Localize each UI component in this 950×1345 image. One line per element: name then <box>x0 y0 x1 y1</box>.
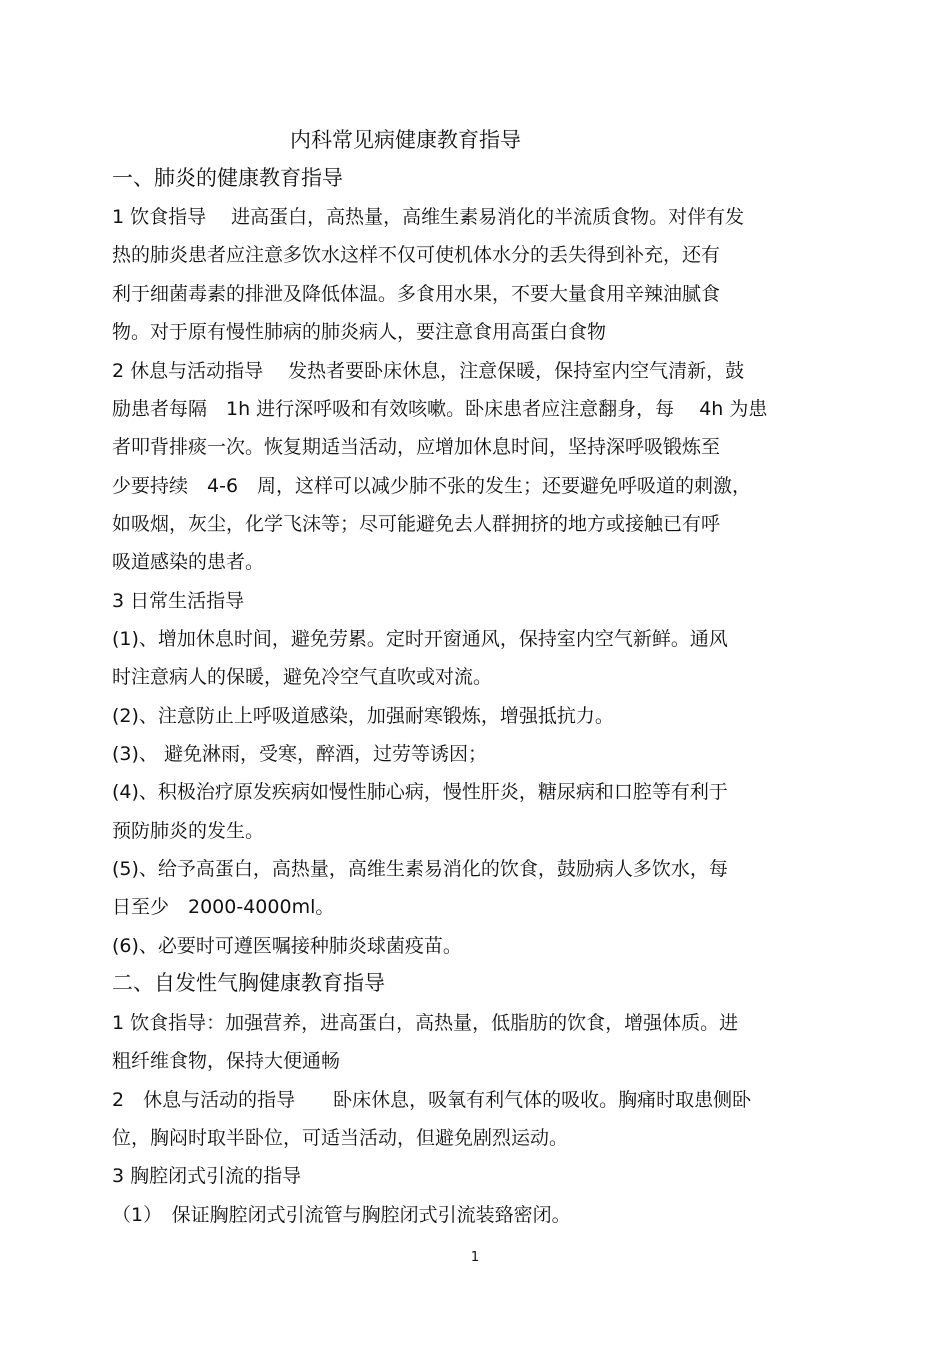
page-number: 1 <box>470 1250 480 1265</box>
paragraph-line: (2)、注意防止上呼吸道感染，加强耐寒锻炼，增强抵抗力。 <box>112 705 614 727</box>
paragraph-line: 热的肺炎患者应注意多饮水这样不仅可使机体水分的丢失得到补充，还有 <box>112 244 721 266</box>
paragraph-line: (5)、给予高蛋白，高热量，高维生素易消化的饮食，鼓励病人多饮水，每 <box>112 858 728 880</box>
paragraph-line: 少要持续 4-6 周，这样可以减少肺不张的发生；还要避免呼吸道的刺激， <box>112 475 752 497</box>
paragraph-line: 者叩背排痰一次。恢复期适当活动，应增加休息时间，坚持深呼吸锻炼至 <box>112 436 721 458</box>
document-title: 内科常见病健康教育指导 <box>290 128 521 152</box>
paragraph-line: 日至少 2000-4000ml。 <box>112 896 335 918</box>
subheading-drainage: 3 胸腔闭式引流的指导 <box>112 1165 302 1187</box>
paragraph-line: 1 饮食指导：加强营养，进高蛋白，高热量，低脂肪的饮食，增强体质。进 <box>112 1012 739 1034</box>
paragraph-line: 粗纤维食物，保持大便通畅 <box>112 1050 341 1072</box>
paragraph-line: 位，胸闷时取半卧位，可适当活动，但避免剧烈运动。 <box>112 1127 569 1149</box>
subheading-daily-life: 3 日常生活指导 <box>112 590 245 612</box>
paragraph-line: 利于细菌毒素的排泄及降低体温。多食用水果，不要大量食用辛辣油腻食 <box>112 283 721 305</box>
paragraph-line: 吸道感染的患者。 <box>112 551 265 573</box>
paragraph-line: (4)、积极治疗原发疾病如慢性肺心病，慢性肝炎，糖尿病和口腔等有利于 <box>112 781 728 803</box>
paragraph-line: 2 休息与活动的指导 卧床休息，吸氧有利气体的吸收。胸痛时取患侧卧 <box>112 1089 752 1111</box>
paragraph-line: (6)、必要时可遵医嘱接种肺炎球菌疫苗。 <box>112 935 462 957</box>
paragraph-line: 励患者每隔 1h 进行深呼吸和有效咳嗽。卧床患者应注意翻身，每 4h 为患 <box>112 398 768 420</box>
paragraph-line: 预防肺炎的发生。 <box>112 820 265 842</box>
paragraph-line: 时注意病人的保暖，避免冷空气直吹或对流。 <box>112 666 493 688</box>
paragraph-line: 如吸烟，灰尘，化学飞沫等；尽可能避免去人群拥挤的地方或接触已有呼 <box>112 513 721 535</box>
paragraph-line: (3)、 避免淋雨，受寒，醉酒，过劳等诱因； <box>112 743 487 765</box>
paragraph-line: 1 饮食指导 进高蛋白，高热量，高维生素易消化的半流质食物。对伴有发 <box>112 206 745 228</box>
paragraph-line: （1） 保证胸腔闭式引流管与胸腔闭式引流装臵密闭。 <box>112 1204 571 1226</box>
paragraph-line: 物。对于原有慢性肺病的肺炎病人，要注意食用高蛋白食物 <box>112 321 607 343</box>
section-heading-pneumonia: 一、肺炎的健康教育指导 <box>112 166 343 190</box>
section-heading-pneumothorax: 二、自发性气胸健康教育指导 <box>112 971 385 995</box>
paragraph-line: (1)、增加休息时间，避免劳累。定时开窗通风，保持室内空气新鲜。通风 <box>112 628 728 650</box>
paragraph-line: 2 休息与活动指导 发热者要卧床休息，注意保暖，保持室内空气清新，鼓 <box>112 360 745 382</box>
